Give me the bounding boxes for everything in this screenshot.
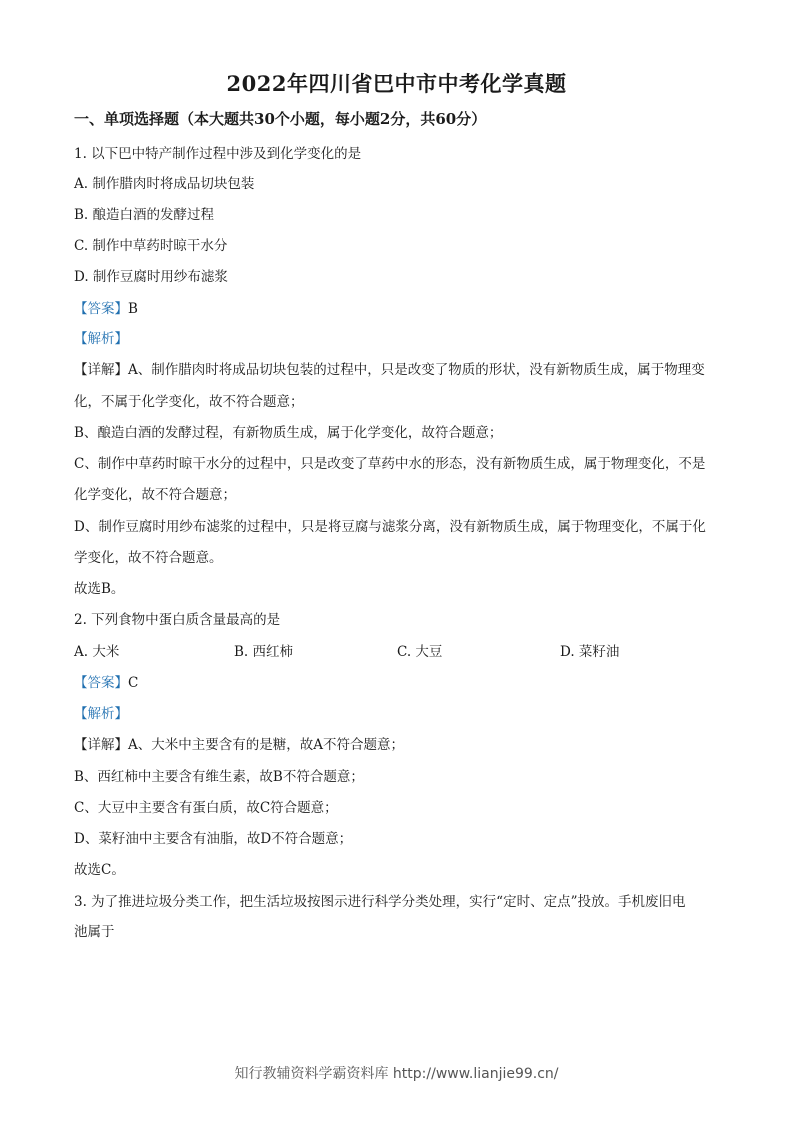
question-1-answer <box>74 297 724 317</box>
detail-tag: 【详解】 <box>74 362 128 378</box>
question-2-conclusion: 故选C。 <box>74 862 125 878</box>
question-2-detail-line: B、西红柿中主要含有维生素，故B不符合题意； <box>74 769 364 785</box>
answer-tag: 【答案】 <box>74 301 128 317</box>
detail-text: A、制作腊肉时将成品切块包装的过程中，只是改变了物质的形状，没有新物质生成，属于物理变 <box>128 362 705 378</box>
question-1-detail-line: B、酿造白酒的发酵过程，有新物质生成，属于化学变化，故符合题意； <box>74 425 503 441</box>
question-1-detail-line: 化学变化，故不符合题意； <box>74 487 236 503</box>
question-1-stem: 1. 以下巴中特产制作过程中涉及到化学变化的是 <box>74 146 362 162</box>
question-2-analysis-tag: 【解析】 <box>74 706 128 722</box>
question-1-option-c: C. 制作中草药时晾干水分 <box>74 238 228 254</box>
question-3-stem-continued: 池属于 <box>74 924 115 940</box>
section-heading: 一、单项选择题（本大题共30个小题，每小题2分，共60分） <box>74 110 487 128</box>
page-title: 2022年四川省巴中市中考化学真题 <box>226 71 567 96</box>
question-1-option-d: D. 制作豆腐时用纱布滤浆 <box>74 269 228 285</box>
answer-tag: 【答案】 <box>74 675 128 691</box>
question-1-conclusion: 故选B。 <box>74 581 125 597</box>
question-2-detail-line: C、大豆中主要含有蛋白质，故C符合题意； <box>74 800 338 816</box>
question-1-detail-line: 化，不属于化学变化，故不符合题意； <box>74 394 304 410</box>
question-1-detail-line <box>74 358 724 378</box>
question-2-option-a: A. 大米 <box>74 644 120 660</box>
question-1-analysis-tag: 【解析】 <box>74 331 128 347</box>
question-2-stem: 2. 下列食物中蛋白质含量最高的是 <box>74 612 281 628</box>
answer-value: C <box>128 675 139 691</box>
question-1-detail-line: 学变化，故不符合题意。 <box>74 550 223 566</box>
question-3-stem: 3. 为了推进垃圾分类工作，把生活垃圾按图示进行科学分类处理，实行“定时、定点”投放。手机废旧电 <box>74 894 686 910</box>
question-1-option-b: B. 酿造白酒的发酵过程 <box>74 207 215 223</box>
question-2-answer <box>74 671 724 691</box>
question-2-option-b: B. 西红柿 <box>234 644 294 660</box>
question-1-detail-line: C、制作中草药时晾干水分的过程中，只是改变了草药中水的形态，没有新物质生成，属于物理变化，不是 <box>74 456 706 472</box>
footer-watermark: 知行教辅资料学霸资料库 http://www.lianjie99.cn/ <box>234 1066 559 1082</box>
detail-tag: 【详解】 <box>74 737 128 753</box>
answer-value: B <box>128 301 138 317</box>
question-1-option-a: A. 制作腊肉时将成品切块包装 <box>74 176 255 192</box>
detail-text: A、大米中主要含有的是糖，故A不符合题意； <box>128 737 404 753</box>
question-2-detail-line: D、菜籽油中主要含有油脂，故D不符合题意； <box>74 831 353 847</box>
question-2-detail-line <box>74 733 724 753</box>
question-2-option-c: C. 大豆 <box>397 644 443 660</box>
question-1-detail-line: D、制作豆腐时用纱布滤浆的过程中，只是将豆腐与滤浆分离，没有新物质生成，属于物理变化，不属于化 <box>74 519 706 535</box>
question-2-option-d: D. 菜籽油 <box>560 644 620 660</box>
